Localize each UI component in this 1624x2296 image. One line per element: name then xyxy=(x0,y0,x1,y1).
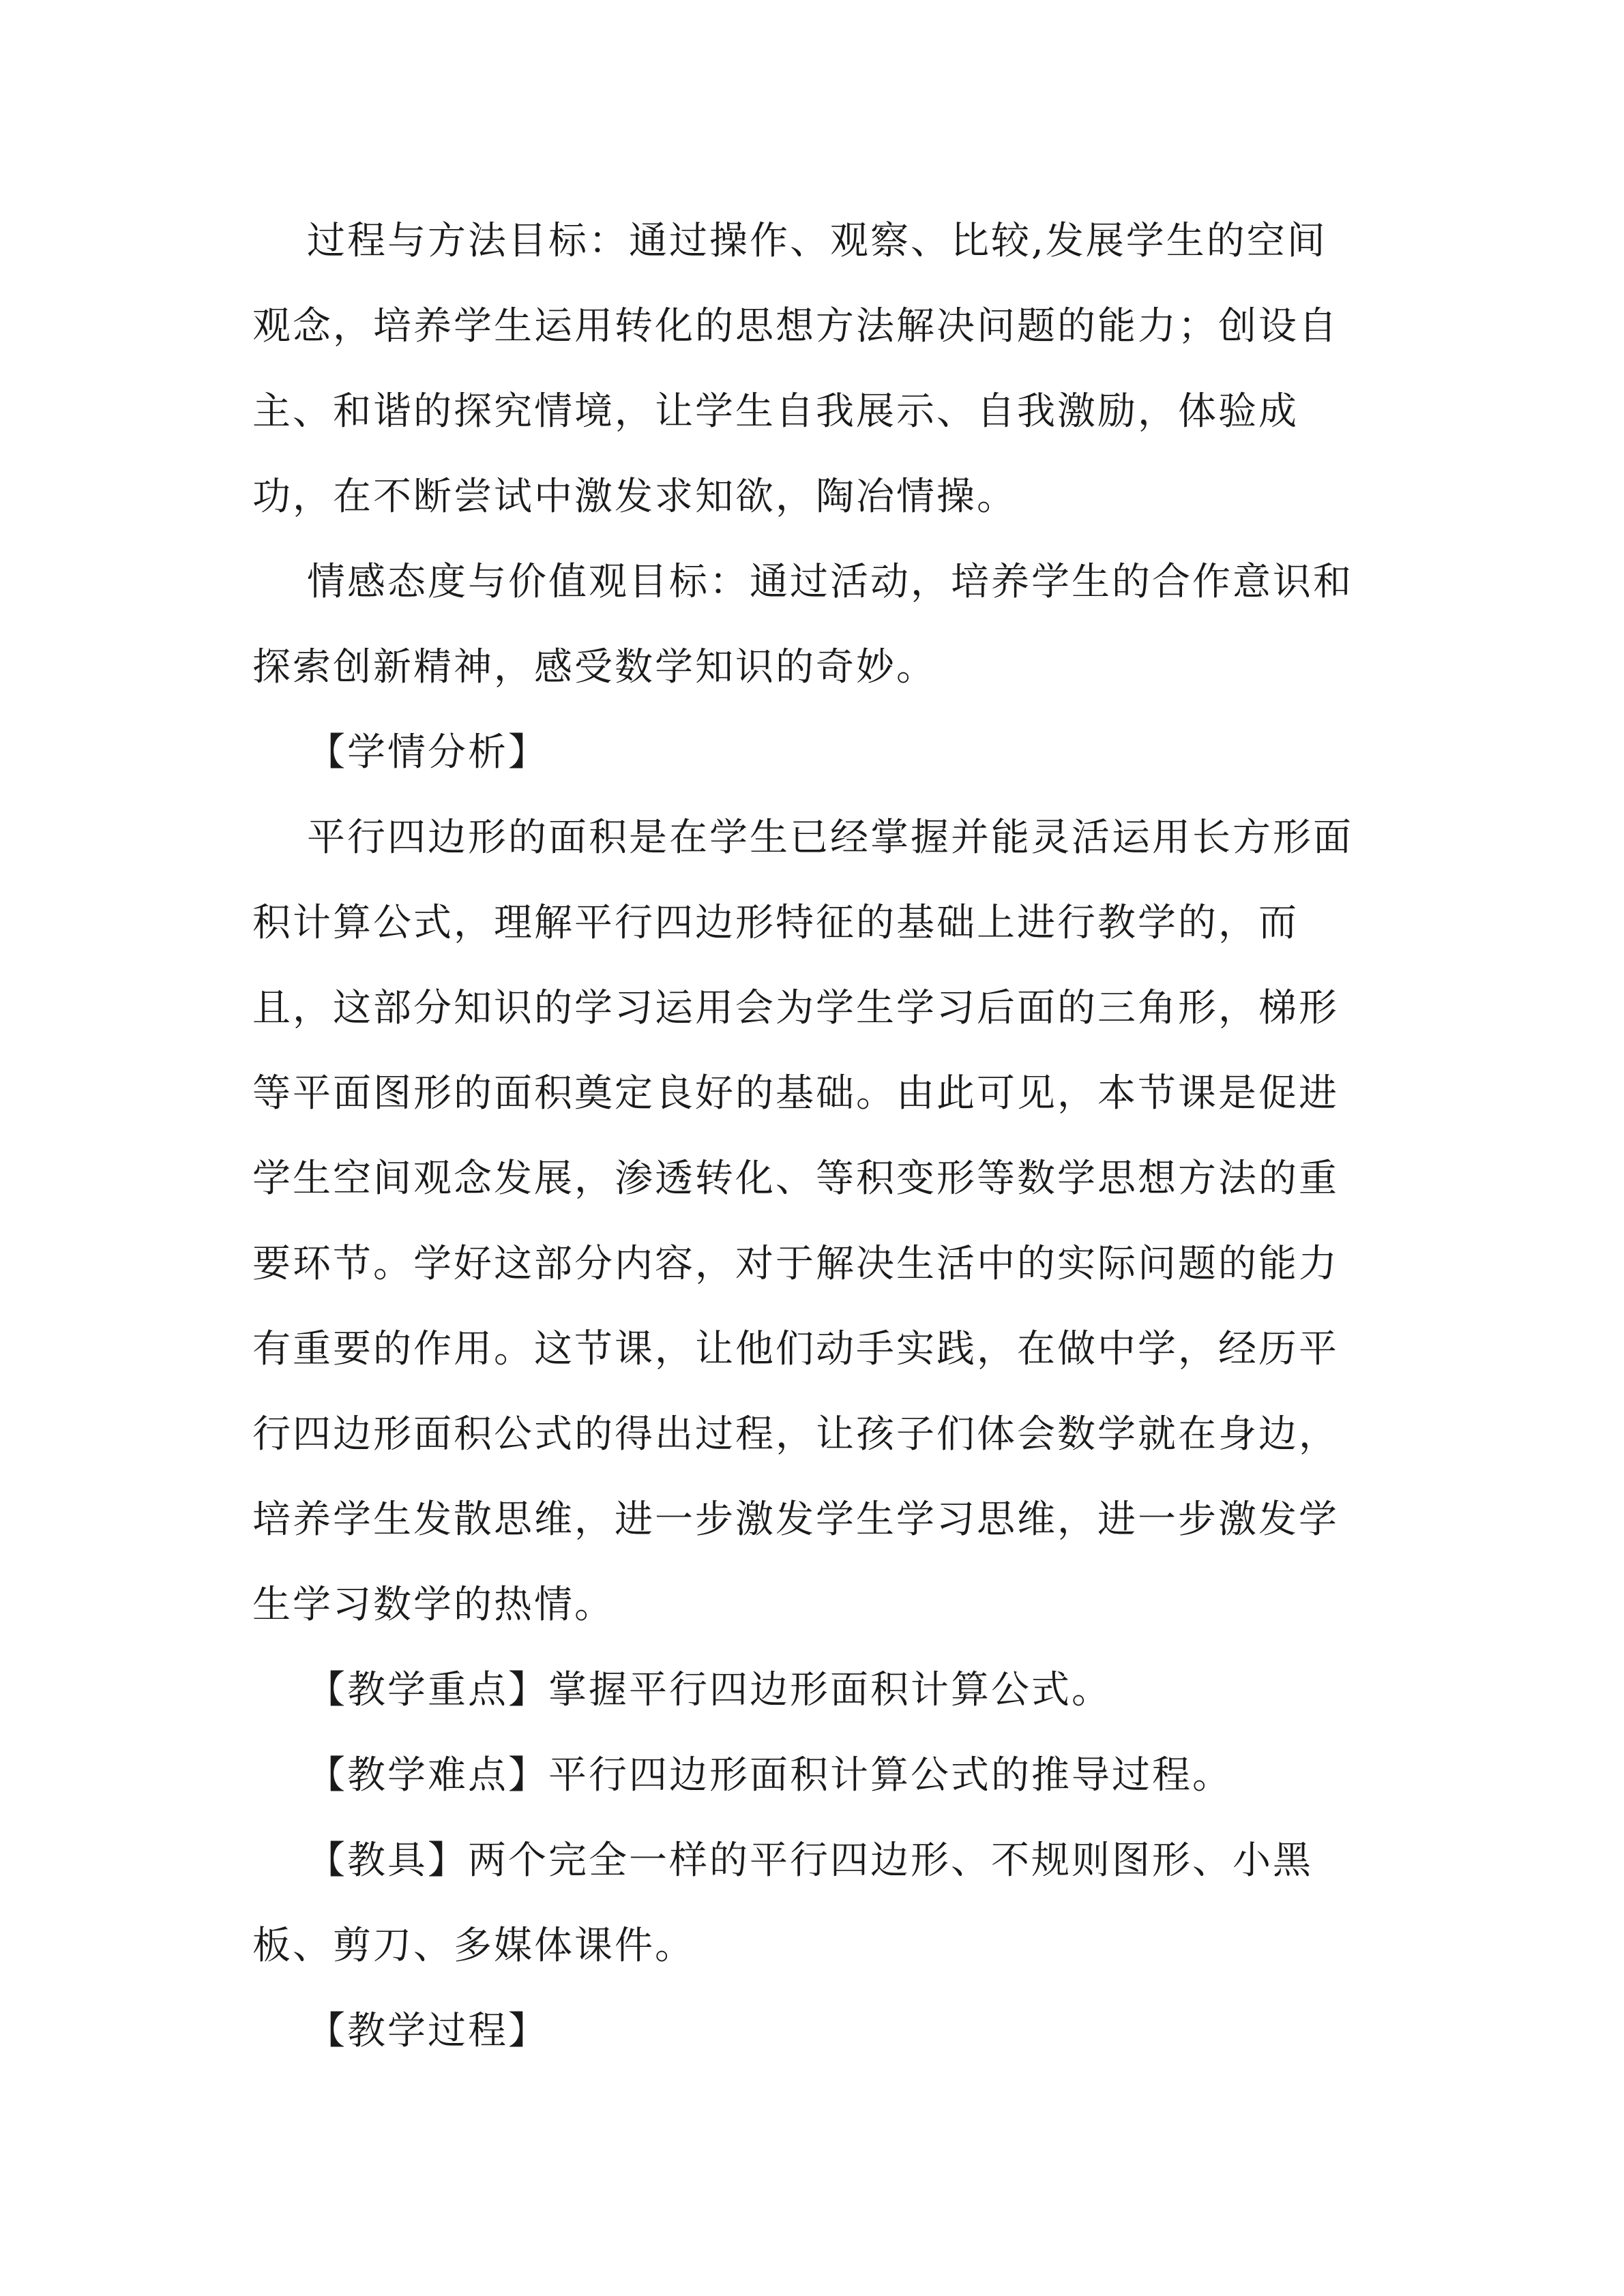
line-02: 观念，培养学生运用转化的思想方法解决问题的能力；创设自 xyxy=(252,304,1339,348)
teaching-difficulty: 【教学难点】平行四边形面积计算公式的推导过程。 xyxy=(307,1753,1232,1798)
line-01: 过程与方法目标：通过操作、观察、比较,发展学生的空间 xyxy=(307,219,1327,263)
line-06: 探索创新精神，感受数学知识的奇妙。 xyxy=(252,645,936,689)
line-12: 学生空间观念发展，渗透转化、等积变形等数学思想方法的重 xyxy=(252,1157,1339,1201)
line-09: 积计算公式，理解平行四边形特征的基础上进行教学的，而 xyxy=(252,901,1299,945)
line-10: 且，这部分知识的学习运用会为学生学习后面的三角形，梯形 xyxy=(252,986,1339,1030)
line-03: 主、和谐的探究情境，让学生自我展示、自我激励，体验成 xyxy=(252,389,1299,434)
section-heading-teaching-process: 【教学过程】 xyxy=(307,2009,548,2053)
line-17: 生学习数学的热情。 xyxy=(252,1583,615,1627)
teaching-key-point: 【教学重点】掌握平行四边形面积计算公式。 xyxy=(307,1668,1112,1712)
line-04: 功，在不断尝试中激发求知欲，陶冶情操。 xyxy=(252,475,1017,519)
line-11: 等平面图形的面积奠定良好的基础。由此可见，本节课是促进 xyxy=(252,1071,1339,1116)
line-05: 情感态度与价值观目标：通过活动，培养学生的合作意识和 xyxy=(307,560,1353,604)
line-15: 行四边形面积公式的得出过程，让孩子们体会数学就在身边， xyxy=(252,1412,1339,1457)
teaching-aids: 【教具】两个完全一样的平行四边形、不规则图形、小黑 xyxy=(307,1838,1313,1883)
line-16: 培养学生发散思维，进一步激发学生学习思维，进一步激发学 xyxy=(252,1497,1339,1542)
line-08: 平行四边形的面积是在学生已经掌握并能灵活运用长方形面 xyxy=(307,816,1353,860)
line-13: 要环节。学好这部分内容，对于解决生活中的实际问题的能力 xyxy=(252,1242,1339,1286)
section-heading-student-analysis: 【学情分析】 xyxy=(307,730,548,775)
teaching-aids-cont: 板、剪刀、多媒体课件。 xyxy=(252,1924,695,1968)
line-14: 有重要的作用。这节课，让他们动手实践，在做中学，经历平 xyxy=(252,1327,1339,1371)
